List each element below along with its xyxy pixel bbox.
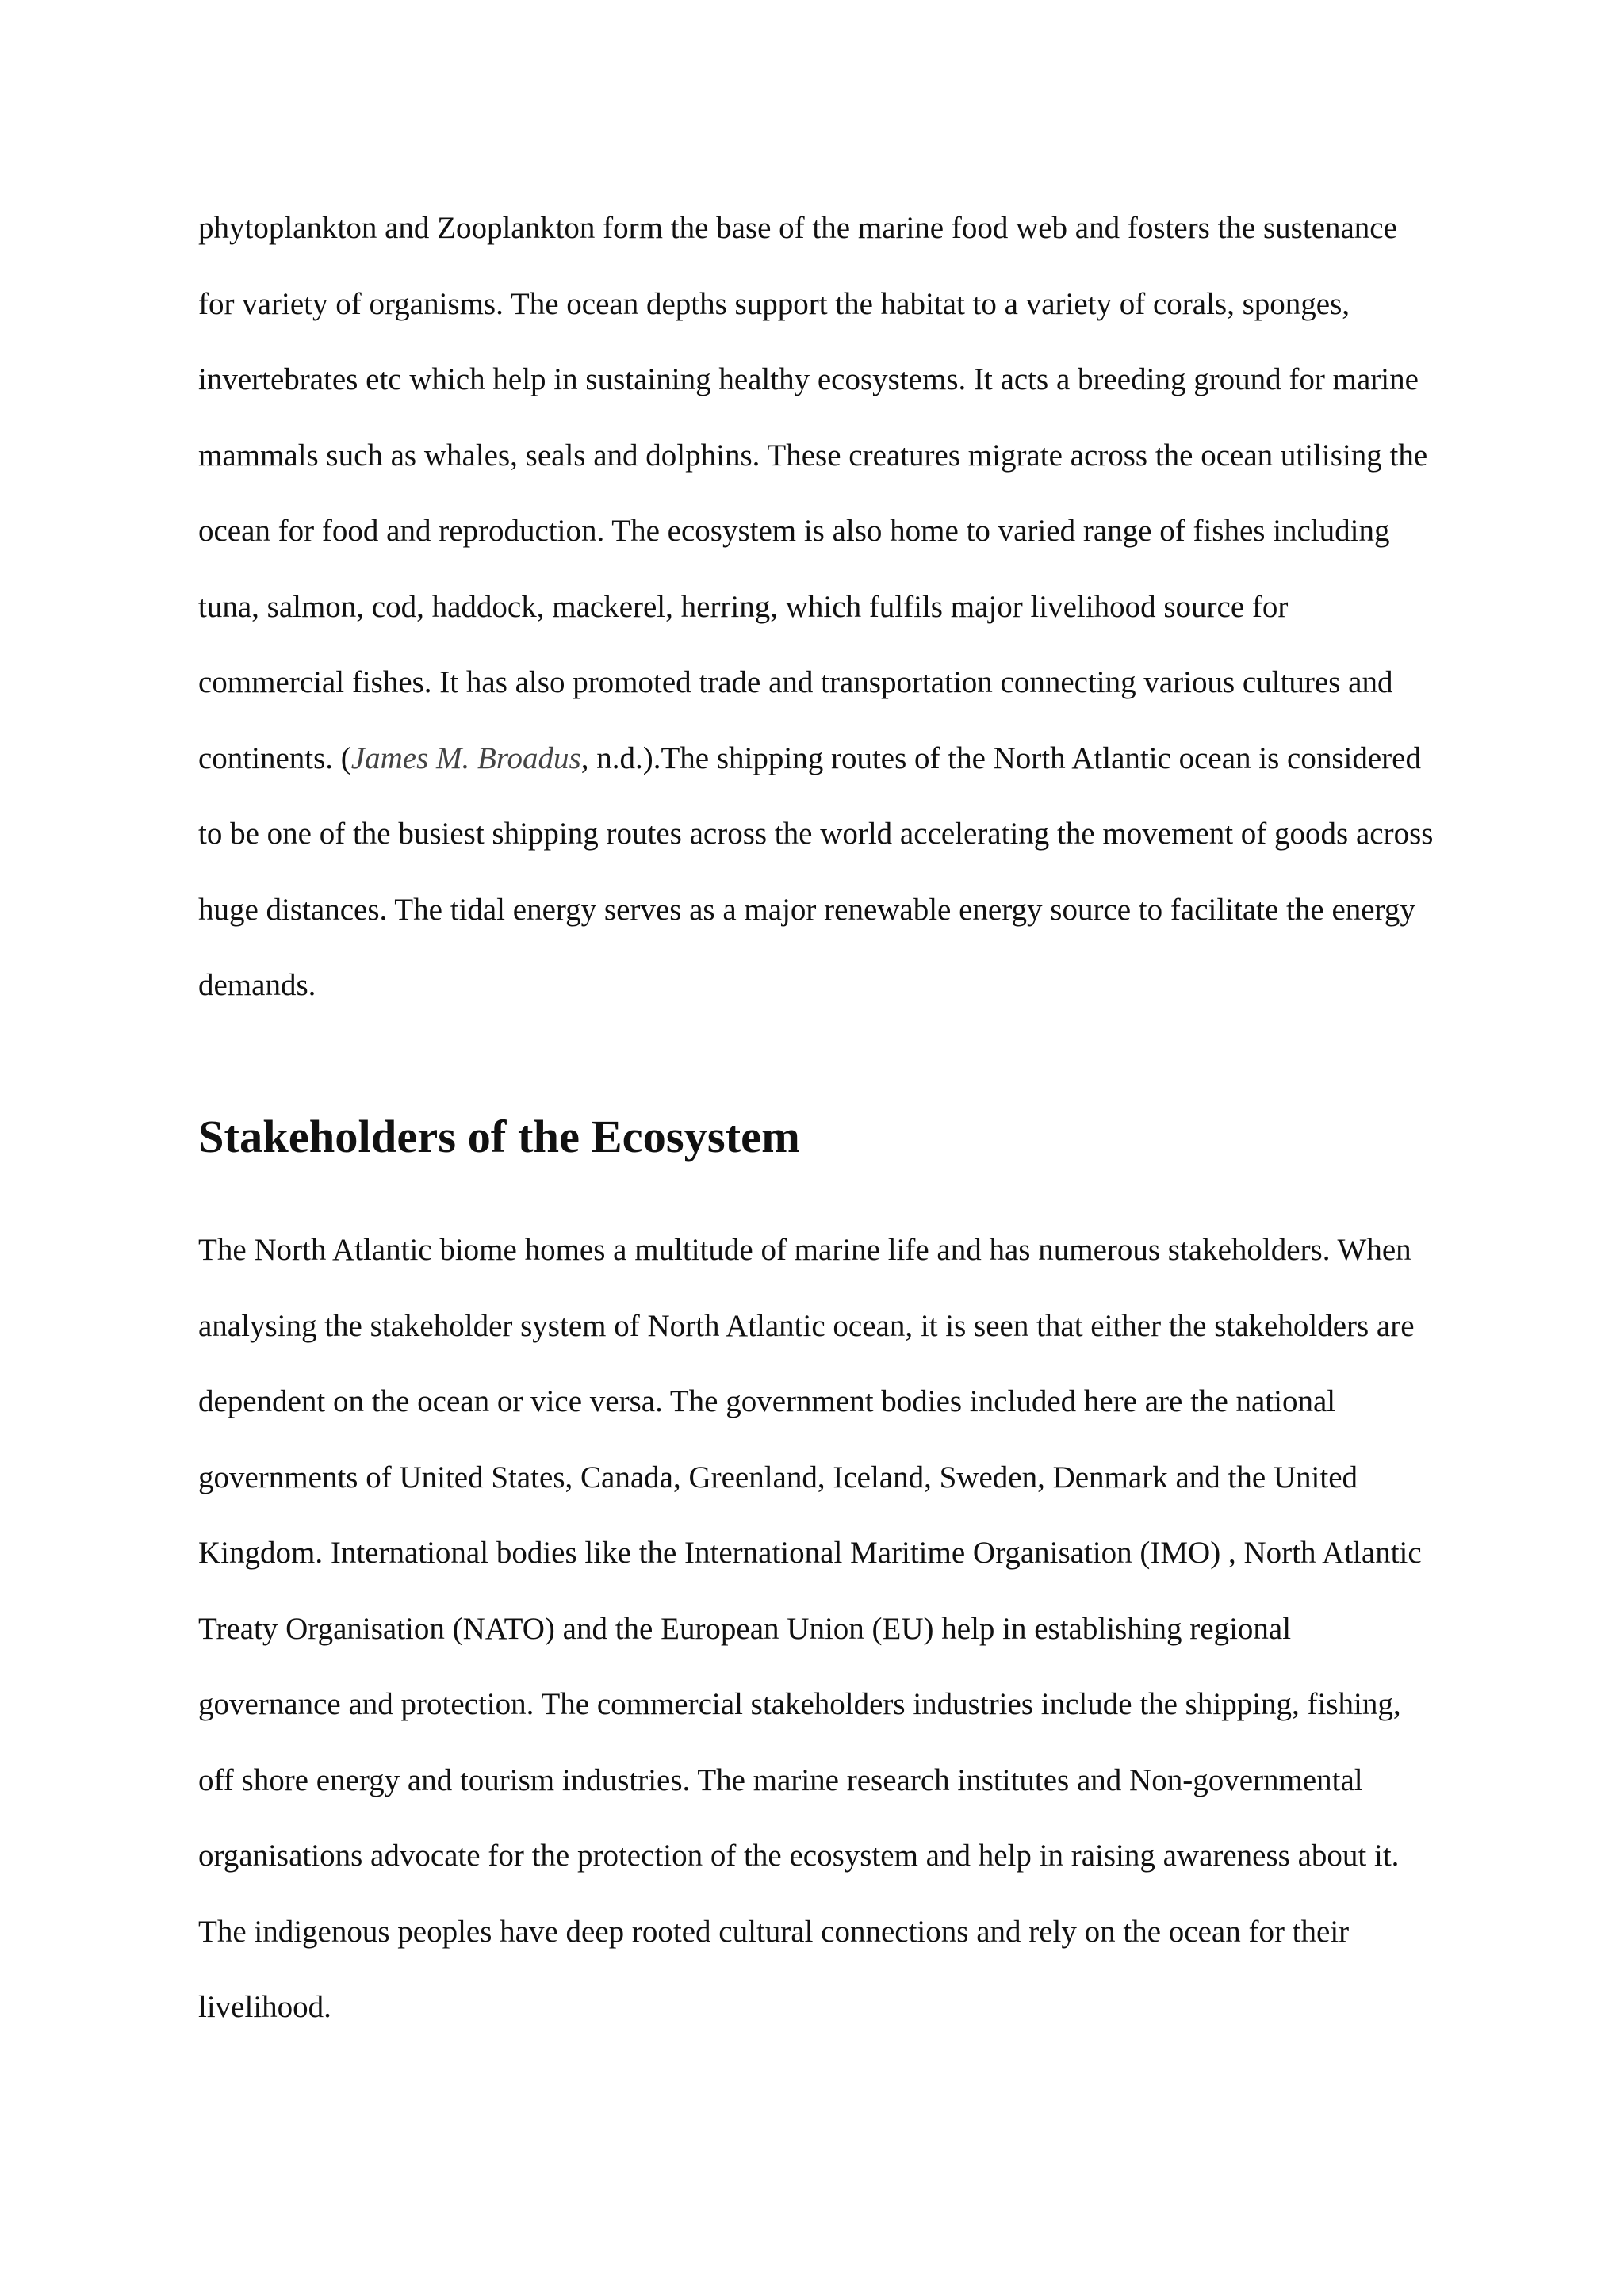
document-body [198, 190, 1435, 2045]
section-heading: Stakeholders of the Ecosystem [198, 1110, 800, 1162]
paragraph-text-before-citation: phytoplankton and Zooplankton form the base of the marine food web and fosters the sustenance for variety of organisms. The ocean depths support the habitat to a variety of corals, sponges, invertebrates etc which help in sustaining healthy ecosystems. It acts a breeding ground for marine mammals such as whales, seals and dolphins. These creatures migrate across the ocean utilising the ocean for food and reproduction. The ecosystem is also home to varied range of fishes including tuna, salmon, cod, haddock, mackerel, herring, which fulfils major livelihood source for commercial fishes. It has also promoted trade and transportation connecting various cultures and continents. ( [198, 211, 1428, 775]
citation-author: James M. Broadus [350, 740, 581, 775]
paragraph-text-after-citation: , n.d.).The shipping routes of the North Atlantic ocean is considered to be one of the busiest shipping routes across the world accelerating the movement of goods across huge distances. The tidal energy serves as a major renewable energy source to facilitate the energy demands. [198, 740, 1434, 1002]
body-paragraph-ecosystem-services [198, 190, 1435, 1024]
body-paragraph-stakeholders: The North Atlantic biome homes a multitude of marine life and has numerous stakeholders. When analysing the stakeholder system of North Atlantic ocean, it is seen that either the stakeholders are dependent on the ocean or vice versa. The government bodies included here are the national governments of United States, Canada, Greenland, Iceland, Sweden, Denmark and the United Kingdom. International bodies like the International Maritime Organisation (IMO) , North Atlantic Treaty Organisation (NATO) and the European Union (EU) help in establishing regional governance and protection. The commercial stakeholders industries include the shipping, fishing, off shore energy and tourism industries. The marine research institutes and Non-governmental organisations advocate for the protection of the ecosystem and help in raising awareness about it. The indigenous peoples have deep rooted cultural connections and rely on the ocean for their livelihood. [198, 1233, 1422, 2024]
